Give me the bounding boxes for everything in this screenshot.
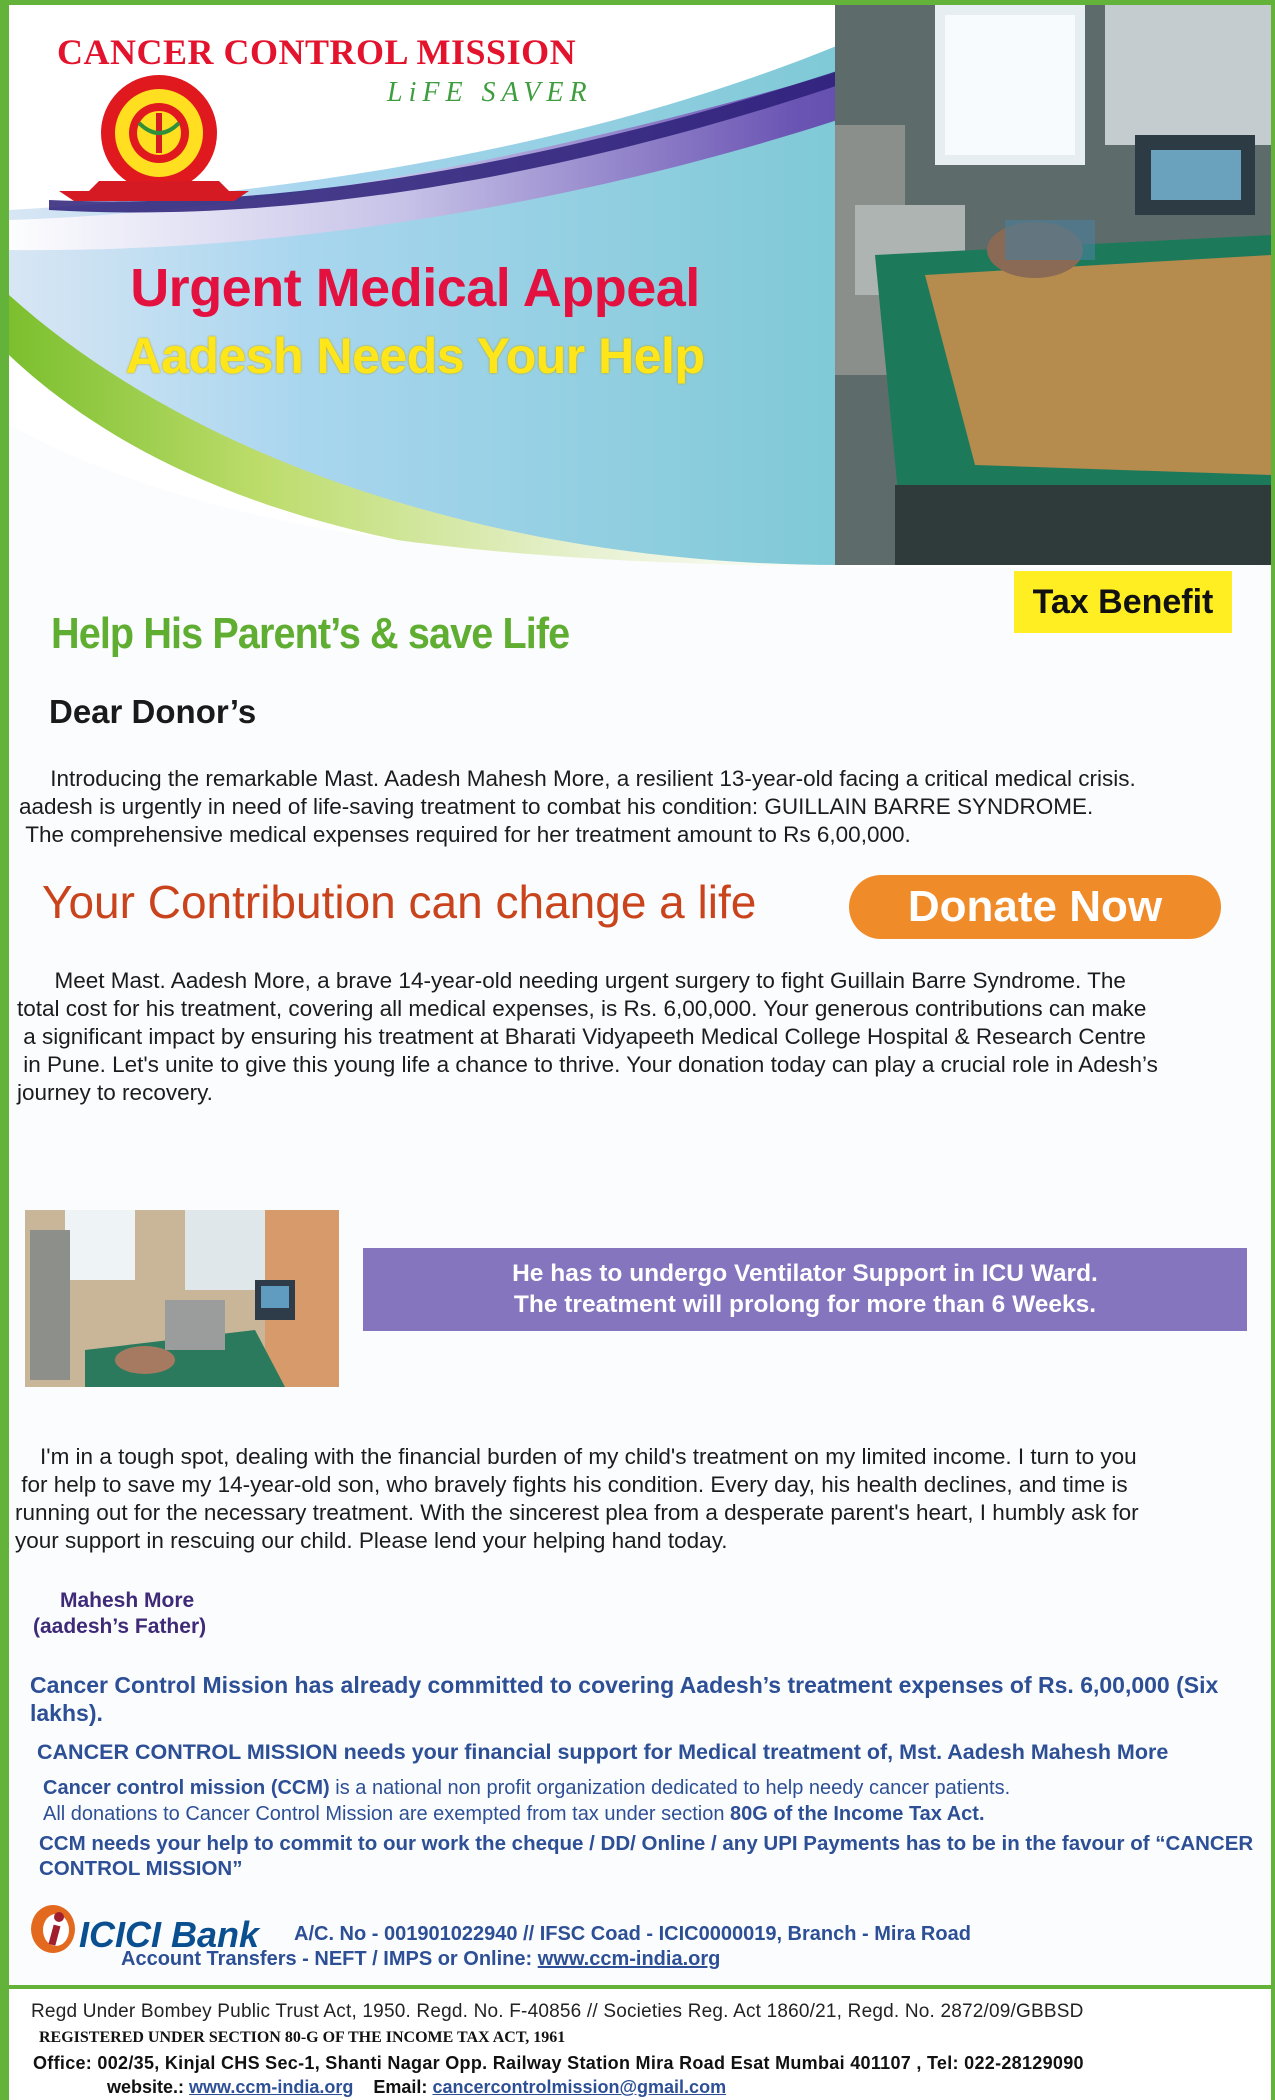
registration-info: Regd Under Bombey Public Trust Act, 1950. Regd. No. F-40856 // Societies Reg. Act 1860/21, Regd. No. 2872/09/GBBSD <box>31 2001 1084 2022</box>
about-line <box>43 1775 1010 1801</box>
icu-bed-illustration <box>835 5 1271 565</box>
email-link[interactable]: cancercontrolmission@gmail.com <box>432 2077 727 2097</box>
ventilator-notice <box>363 1248 1247 1331</box>
ventilator-notice-line-1: He has to undergo Ventilator Support in ICU Ward. <box>512 1260 1098 1287</box>
intro-paragraph: Introducing the remarkable Mast. Aadesh Mahesh More, a resilient 13-year-old facing a critical medical crisis. aadesh is urgently in need of life-saving treatment to combat his condition: GUILLAIN BARRE SYNDROME. The comprehensive medical expenses required for her treatment amount to Rs 6,00,000. <box>19 766 1136 847</box>
about-text: is a national non profit organization dedicated to help needy cancer patients. <box>329 1777 1011 1799</box>
signer-role: (aadesh’s Father) <box>33 1615 207 1638</box>
hero-banner <box>9 5 1271 575</box>
footer-website-link[interactable]: www.ccm-india.org <box>189 2077 354 2097</box>
bank-name: ICICI Bank <box>79 1914 260 1955</box>
headline: Urgent Medical Appeal <box>130 258 700 318</box>
website-link[interactable]: www.ccm-india.org <box>537 1948 721 1970</box>
signer-name: Mahesh More <box>60 1589 195 1612</box>
tax-section: 80G of the Income Tax Act. <box>730 1803 985 1825</box>
story-paragraph: Meet Mast. Aadesh More, a brave 14-year-old needing urgent surgery to fight Guillain Barre Syndrome. The total cost for his treatment, covering all medical expenses, is Rs. 6,00,000. Your generous contributions can make a significant impact by ensuring his treatment at Bharati Vidyapeeth Medical College Hospital & Research Centre in Pune. Let's unite to give this young life a chance to thrive. Your donation today can play a crucial role in Adesh’s journey to recovery. <box>17 968 1158 1105</box>
salutation: Dear Donor’s <box>49 693 257 730</box>
contact-links <box>107 2077 726 2098</box>
tax-benefit-badge: Tax Benefit <box>1014 571 1232 633</box>
support-request: CANCER CONTROL MISSION needs your financial support for Medical treatment of, Mst. Aadesh Mahesh More <box>37 1740 1169 1764</box>
transfer-prefix: Account Transfers - NEFT / IMPS or Online: <box>121 1948 538 1970</box>
transfer-details <box>121 1948 720 1971</box>
payment-instructions: CCM needs your help to commit to our work the cheque / DD/ Online / any UPI Payments has to be in the favour of “CANCER CONTROL MISSION” <box>39 1832 1254 1880</box>
footer <box>9 1989 1271 2100</box>
section-heading: Help His Parent’s & save Life <box>51 609 570 658</box>
icu-ventilator-photo <box>25 1210 339 1387</box>
about-org-name: Cancer control mission (CCM) <box>43 1777 330 1799</box>
section-80g-info: REGISTERED UNDER SECTION 80-G OF THE INCOME TAX ACT, 1961 <box>39 2029 566 2046</box>
tax-line <box>43 1801 1010 1827</box>
tax-text: All donations to Cancer Control Mission are exempted from tax under section <box>43 1803 731 1825</box>
account-details: A/C. No - 001901022940 // IFSC Coad - ICIC0000019, Branch - Mira Road <box>294 1923 971 1945</box>
parent-plea-paragraph: I'm in a tough spot, dealing with the financial burden of my child's treatment on my limited income. I turn to you for help to save my 14-year-old son, who bravely fights his condition. Every day, his health declines, and time is running out for the necessary treatment. With the sincerest plea from a desperate parent's heart, I humbly ask for your support in rescuing our child. Please lend your helping hand today. <box>15 1444 1139 1553</box>
email-label: Email: <box>373 2077 433 2097</box>
donate-now-button[interactable]: Donate Now <box>849 875 1221 939</box>
subheadline: Aadesh Needs Your Help <box>125 328 705 384</box>
office-address: Office: 002/35, Kinjal CHS Sec-1, Shanti Nagar Opp. Railway Station Mira Road Esat Mumbai 401107 , Tel: 022-28129090 <box>33 2053 1084 2073</box>
website-label: website.: <box>107 2077 190 2097</box>
org-tagline: LiFE SAVER <box>387 77 593 108</box>
ccm-logo <box>59 73 249 203</box>
icu-room-illustration <box>25 1210 339 1387</box>
patient-icu-photo <box>835 5 1271 565</box>
ventilator-notice-line-2: The treatment will prolong for more than 6 Weeks. <box>513 1291 1097 1318</box>
contribution-text: Your Contribution can change a life <box>42 876 757 928</box>
about-organization <box>43 1775 1010 1827</box>
org-name: CANCER CONTROL MISSION <box>57 32 577 72</box>
commitment-statement: Cancer Control Mission has already committed to covering Aadesh’s treatment expenses of Rs. 6,00,000 (Six lakhs). <box>30 1672 1219 1726</box>
